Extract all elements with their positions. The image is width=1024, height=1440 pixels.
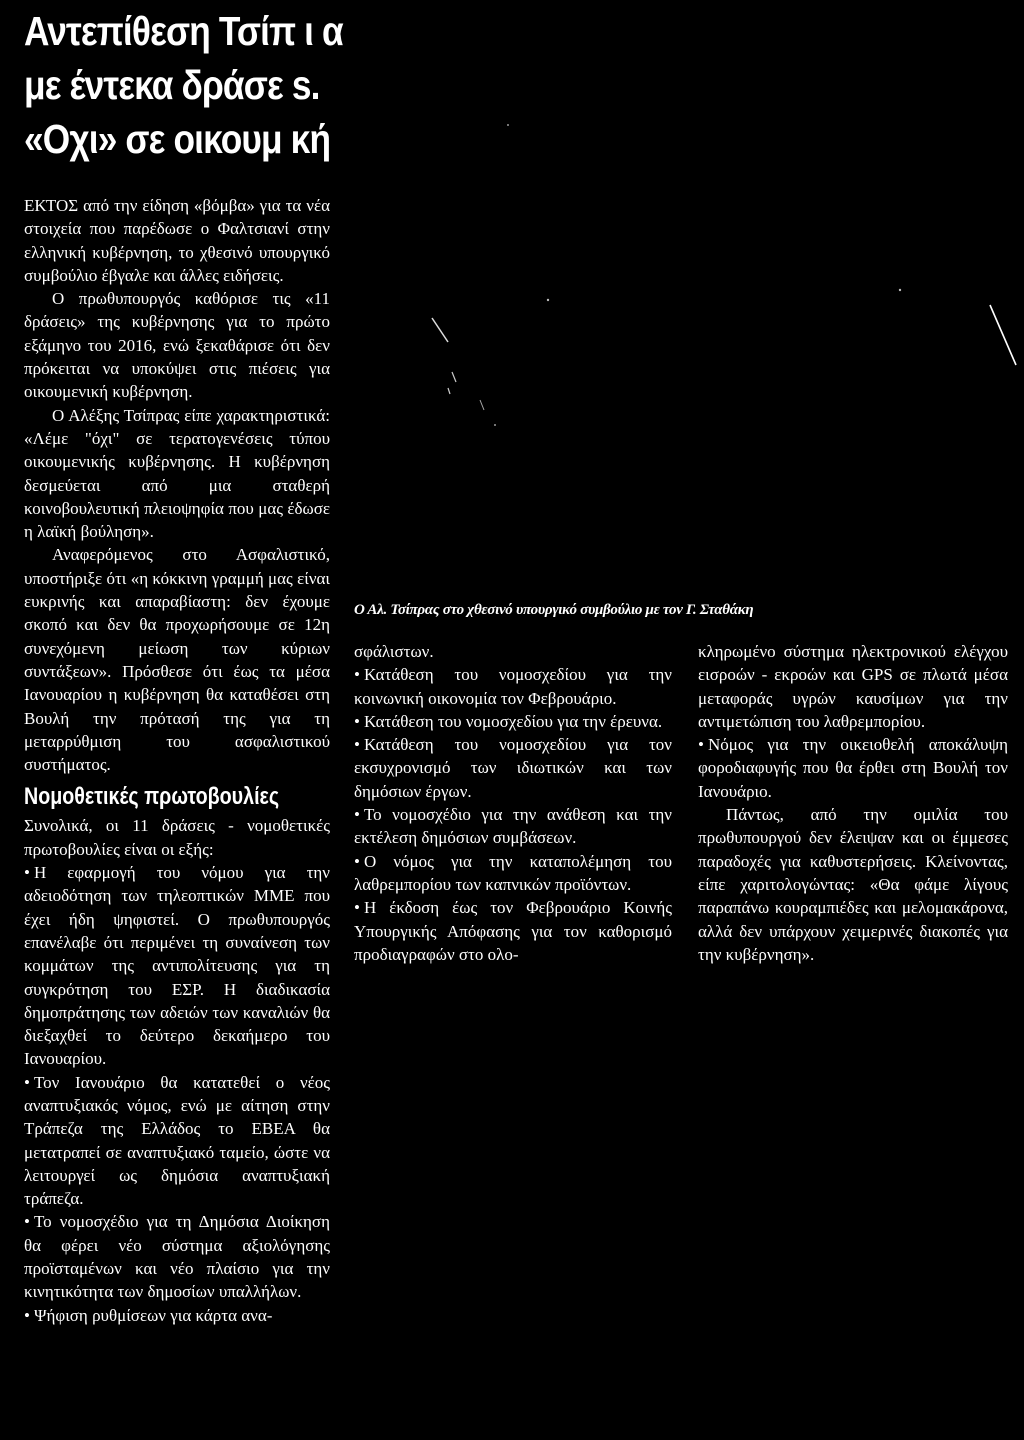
paragraph: Συνολικά, οι 11 δράσεις - νομοθετικές πρωτοβουλίες είναι οι εξής: xyxy=(24,816,330,859)
headline-line-3: «Οχι» σε οικουμ κή xyxy=(24,116,331,162)
list-item-text: Νόμος για την οικειοθελή αποκάλυψη φοροδιαφυγής που θα έρθει στη Βουλή τον Ιανουάριο. xyxy=(698,735,1008,801)
list-item-text: Κατάθεση του νομοσχεδίου για τον εκσυχρονισμό των ιδιωτικών και των δημόσιων έργων. xyxy=(354,735,672,801)
list-item xyxy=(354,850,672,897)
list-item xyxy=(24,1071,330,1211)
article-photo xyxy=(352,0,1024,590)
paragraph: σφάλιστων. xyxy=(354,642,434,661)
list-item-text: Η έκδοση έως τον Φεβρουάριο Κοινής Υπουργικής Απόφασης για τον καθορισμό προδιαγραφών στο ολο- xyxy=(354,898,672,964)
bullet-icon: • xyxy=(354,665,360,685)
list-item-text: Κατάθεση του νομοσχεδίου για την έρευνα. xyxy=(363,711,663,731)
list-item-text: Το νομοσχέδιο για την ανάθεση και την εκτέλεση δημόσιων συμβάσεων. xyxy=(354,805,672,848)
list-item xyxy=(24,861,330,1071)
list-item-text: Τον Ιανουάριο θα κατατεθεί ο νέος αναπτυξιακός νόμος, ενώ με αίτηση στην Τράπεζα της Ελλάδος το ΕΒΕΑ θα μετατραπεί σε αναπτυξιακό ταμείο, ώστε να λειτουργεί ως δημόσια αναπτυξιακή τράπεζα. xyxy=(24,1072,330,1209)
headline-line-2: με έντεκα δράσε s. xyxy=(24,62,320,108)
bullet-icon: • xyxy=(698,735,704,755)
section-subhead: Νομοθετικές πρωτοβουλίες xyxy=(24,783,280,811)
list-item-text: Κατάθεση του νομοσχεδίου για την κοινωνική οικονομία τον Φεβρουάριο. xyxy=(354,665,672,708)
list-item-text: Ο νόμος για την καταπολέμηση του λαθρεμπορίου των καπνικών προϊόντων. xyxy=(354,851,672,894)
list-item xyxy=(698,733,1008,803)
bullet-icon: • xyxy=(354,898,360,918)
list-item-text: Ψήφιση ρυθμίσεων για κάρτα ανα- xyxy=(33,1305,273,1325)
column-1 xyxy=(24,194,330,1327)
photo-caption: Ο Αλ. Τσίπρας στο χθεσινό υπουργικό συμβούλιο με τον Γ. Σταθάκη xyxy=(354,602,754,618)
column-3 xyxy=(698,640,1008,966)
paragraph: Αναφερόμενος στο Ασφαλιστικό, υποστήριξε ότι «η κόκκινη γραμμή μας είναι ευκρινής και απαραβίαστη: δεν έχουμε σκοπό και δεν θα προχωρήσουμε σε 12η συνεχόμενη μείωση των κύριων συντάξεων». Πρόσθεσε ότι έως τα μέσα Ιανουαρίου η κυβέρνηση θα καταθέσει στη Βουλή την πρότασή της για τη μεταρρύθμιση του ασφαλιστικού συστήματος. xyxy=(24,545,330,775)
list-item xyxy=(24,1304,330,1327)
paragraph: Ο Αλέξης Τσίπρας είπε χαρακτηριστικά: «Λέμε "όχι" σε τερατογενέσεις τύπου οικουμενικής κυβέρνησης. Η κυβέρνηση δεσμεύεται από μια σταθερή κοινοβουλευτική πλειοψηφία που μας έδωσε η λαϊκή βούληση». xyxy=(24,405,330,542)
headline-line-1: Αντεπίθεση Τσίπ ι α xyxy=(24,8,343,54)
paragraph: Πάντως, από την ομιλία του πρωθυπουργού δεν έλειψαν και οι έμμεσες παραδοχές για καθυστερήσεις. Κλείνοντας, είπε χαριτολογώντας: «Θα φάμε λίγους παραπάνω κουραμπιέδες και μελομακάρονα, αλλά δεν υπάρχουν χειμερινές διακοπές για την κυβέρνηση». xyxy=(698,805,1008,964)
bullet-icon: • xyxy=(354,711,360,731)
bullet-icon: • xyxy=(354,735,360,755)
paragraph: Ο πρωθυπουργός καθόρισε τις «11 δράσεις» της κυβέρνησης για το πρώτο εξάμηνο του 2016, ενώ ξεκαθάρισε ότι δεν πρόκειται να υποκύψει στις πιέσεις για οικουμενική κυβέρνηση. xyxy=(24,289,330,402)
list-item xyxy=(354,710,672,733)
list-item xyxy=(354,803,672,850)
article-headline xyxy=(24,4,359,166)
list-item-text: Η εφαρμογή του νόμου για την αδειοδότηση των τηλεοπτικών ΜΜΕ που έχει ήδη ψηφιστεί. Ο πρωθυπουργός επανέλαβε ότι περιμένει τη συναίνεση των κομμάτων της αντιπολίτευσης για τη συγκρότηση του ΕΣΡ. Η διαδικασία δημοπράτησης των αδειών των καναλιών θα διεξαχθεί το δεύτερο δεκαήμερο του Ιανουαρίου. xyxy=(24,863,330,1069)
bullet-icon: • xyxy=(24,863,30,883)
bullet-icon: • xyxy=(24,1305,30,1325)
bullet-icon: • xyxy=(354,851,360,871)
photo-dark-image xyxy=(352,0,1024,590)
paragraph: ΕΚΤΟΣ από την είδηση «βόμβα» για τα νέα στοιχεία που παρέδωσε ο Φαλτσιανί στην ελληνική κυβέρνηση, το χθεσινό υπουργικό συμβούλιο έβγαλε και άλλες ειδήσεις. xyxy=(24,196,330,285)
list-item xyxy=(354,896,672,966)
bullet-icon: • xyxy=(354,805,360,825)
list-item xyxy=(24,1210,330,1303)
list-item xyxy=(354,663,672,710)
list-item xyxy=(354,733,672,803)
bullet-icon: • xyxy=(24,1212,30,1232)
list-item-text: Το νομοσχέδιο για τη Δημόσια Διοίκηση θα φέρει νέο σύστημα αξιολόγησης προϊσταμένων και νέο πλαίσιο για την κινητικότητα των δημοσίων υπαλλήλων. xyxy=(24,1212,330,1302)
paragraph: κληρωμένο σύστημα ηλεκτρονικού ελέγχου εισροών - εκροών και GPS σε πλωτά μέσα μεταφοράς υγρών καυσίμων για την αντιμετώπιση του λαθρεμπορίου. xyxy=(698,642,1008,731)
bullet-icon: • xyxy=(24,1072,30,1092)
column-2 xyxy=(354,640,672,966)
